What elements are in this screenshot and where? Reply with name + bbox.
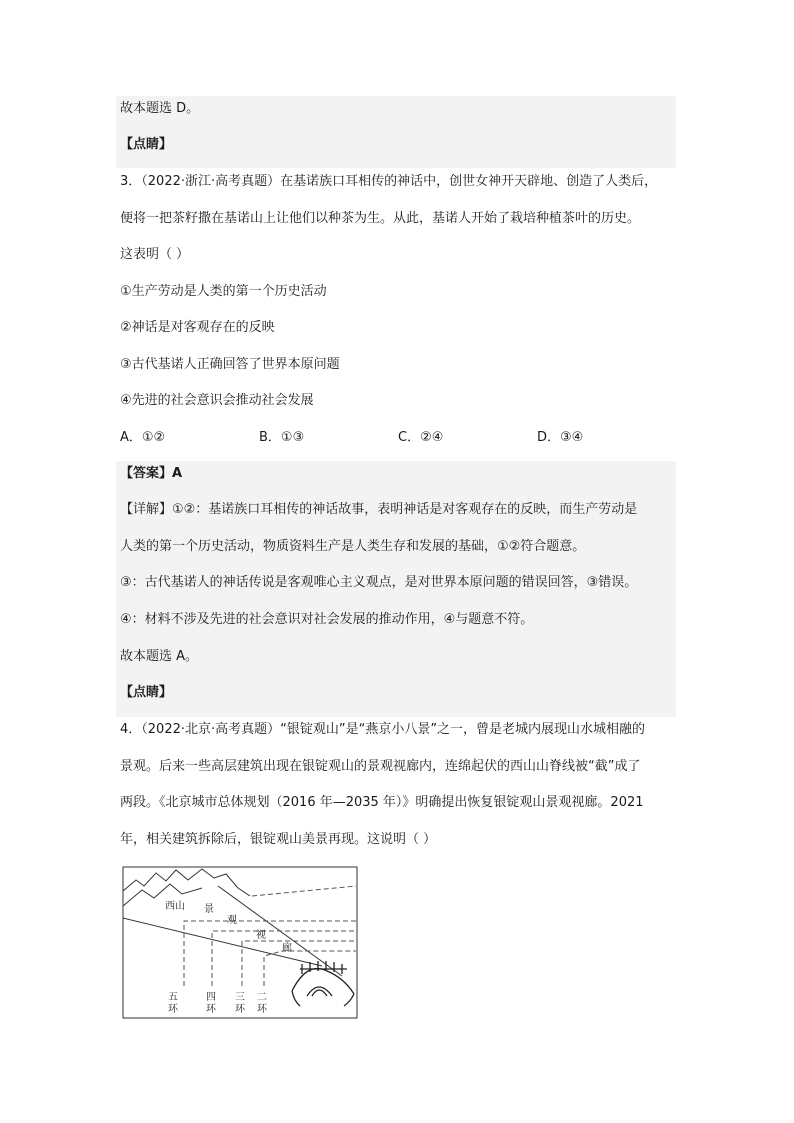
q3-detail-line-4: ④：材料不涉及先进的社会意识对社会发展的推动作用，④与题意不符。 xyxy=(120,612,534,627)
q4-stem-line-3: 两段。《北京城市总体规划（2016 年—2035 年）》明确提出恢复银锭观山景观视廊。2021 xyxy=(120,795,644,810)
q3-dianjing-label: 【点睛】 xyxy=(120,685,173,700)
q3-stem-line-2: 便将一把茶籽撒在基诺山上让他们以种茶为生。从此，基诺人开始了栽培种植茶叶的历史。 xyxy=(120,211,641,226)
q4-stem-line-1: 4．（2022·北京·高考真题）“银锭观山”是“燕京小八景”之一，曾是老城内展现山水城相融的 xyxy=(120,722,646,737)
q4-stem-line-2: 景观。后来一些高层建筑出现在银锭观山的景观视廊内，连绵起伏的西山山脊线被“截”成了 xyxy=(120,759,641,774)
q3-conclusion: 故本题选 A。 xyxy=(120,649,199,664)
xishan-label: 西山 xyxy=(165,901,185,912)
ring-2-top: 二 xyxy=(257,992,267,1003)
prev-answer-block xyxy=(116,96,676,168)
ring-2-bottom: 环 xyxy=(257,1004,267,1015)
corridor-char-2: 观 xyxy=(227,915,237,926)
prev-dianjing-label: 【点睛】 xyxy=(120,137,173,152)
q3-statement-1: ①生产劳动是人类的第一个历史活动 xyxy=(120,284,327,299)
corridor-char-3: 视 xyxy=(256,930,266,941)
q3-option-b: B．①③ xyxy=(259,430,305,445)
prev-conclusion: 故本题选 D。 xyxy=(120,101,200,116)
q3-detail-line-3: ③：古代基诺人的神话传说是客观唯心主义观点，是对世界本原问题的错误回答，③错误。 xyxy=(120,575,638,590)
q3-statement-4: ④先进的社会意识会推动社会发展 xyxy=(120,393,314,408)
q3-option-a: A．①② xyxy=(120,430,166,445)
ring-3-top: 三 xyxy=(235,992,245,1003)
corridor-char-4: 廊 xyxy=(282,943,292,954)
q3-detail-line-1: 【详解】①②：基诺族口耳相传的神话故事，表明神话是对客观存在的反映，而生产劳动是 xyxy=(120,502,638,517)
ring-5-top: 五 xyxy=(168,992,178,1003)
q4-stem-line-4: 年，相关建筑拆除后，银锭观山美景再现。这说明（ ） xyxy=(120,832,437,847)
view-corridor-figure xyxy=(122,866,358,1019)
q3-answer: 【答案】A xyxy=(120,466,183,481)
q3-stem-line-3: 这表明（ ） xyxy=(120,247,190,262)
q3-statement-3: ③古代基诺人正确回答了世界本原问题 xyxy=(120,357,340,372)
ring-4-top: 四 xyxy=(206,992,216,1003)
q3-statement-2: ②神话是对客观存在的反映 xyxy=(120,320,275,335)
ring-5-bottom: 环 xyxy=(168,1004,178,1015)
q3-option-d: D．③④ xyxy=(537,430,584,445)
q3-option-c: C．②④ xyxy=(398,430,444,445)
q3-detail-line-2: 人类的第一个历史活动，物质资料生产是人类生存和发展的基础，①②符合题意。 xyxy=(120,539,586,554)
q3-stem-line-1: 3．（2022·浙江·高考真题）在基诺族口耳相传的神话中，创世女神开天辟地、创造了人类后， xyxy=(120,174,658,189)
corridor-char-1: 景 xyxy=(204,904,214,915)
ring-3-bottom: 环 xyxy=(235,1004,245,1015)
ring-4-bottom: 环 xyxy=(206,1004,216,1015)
